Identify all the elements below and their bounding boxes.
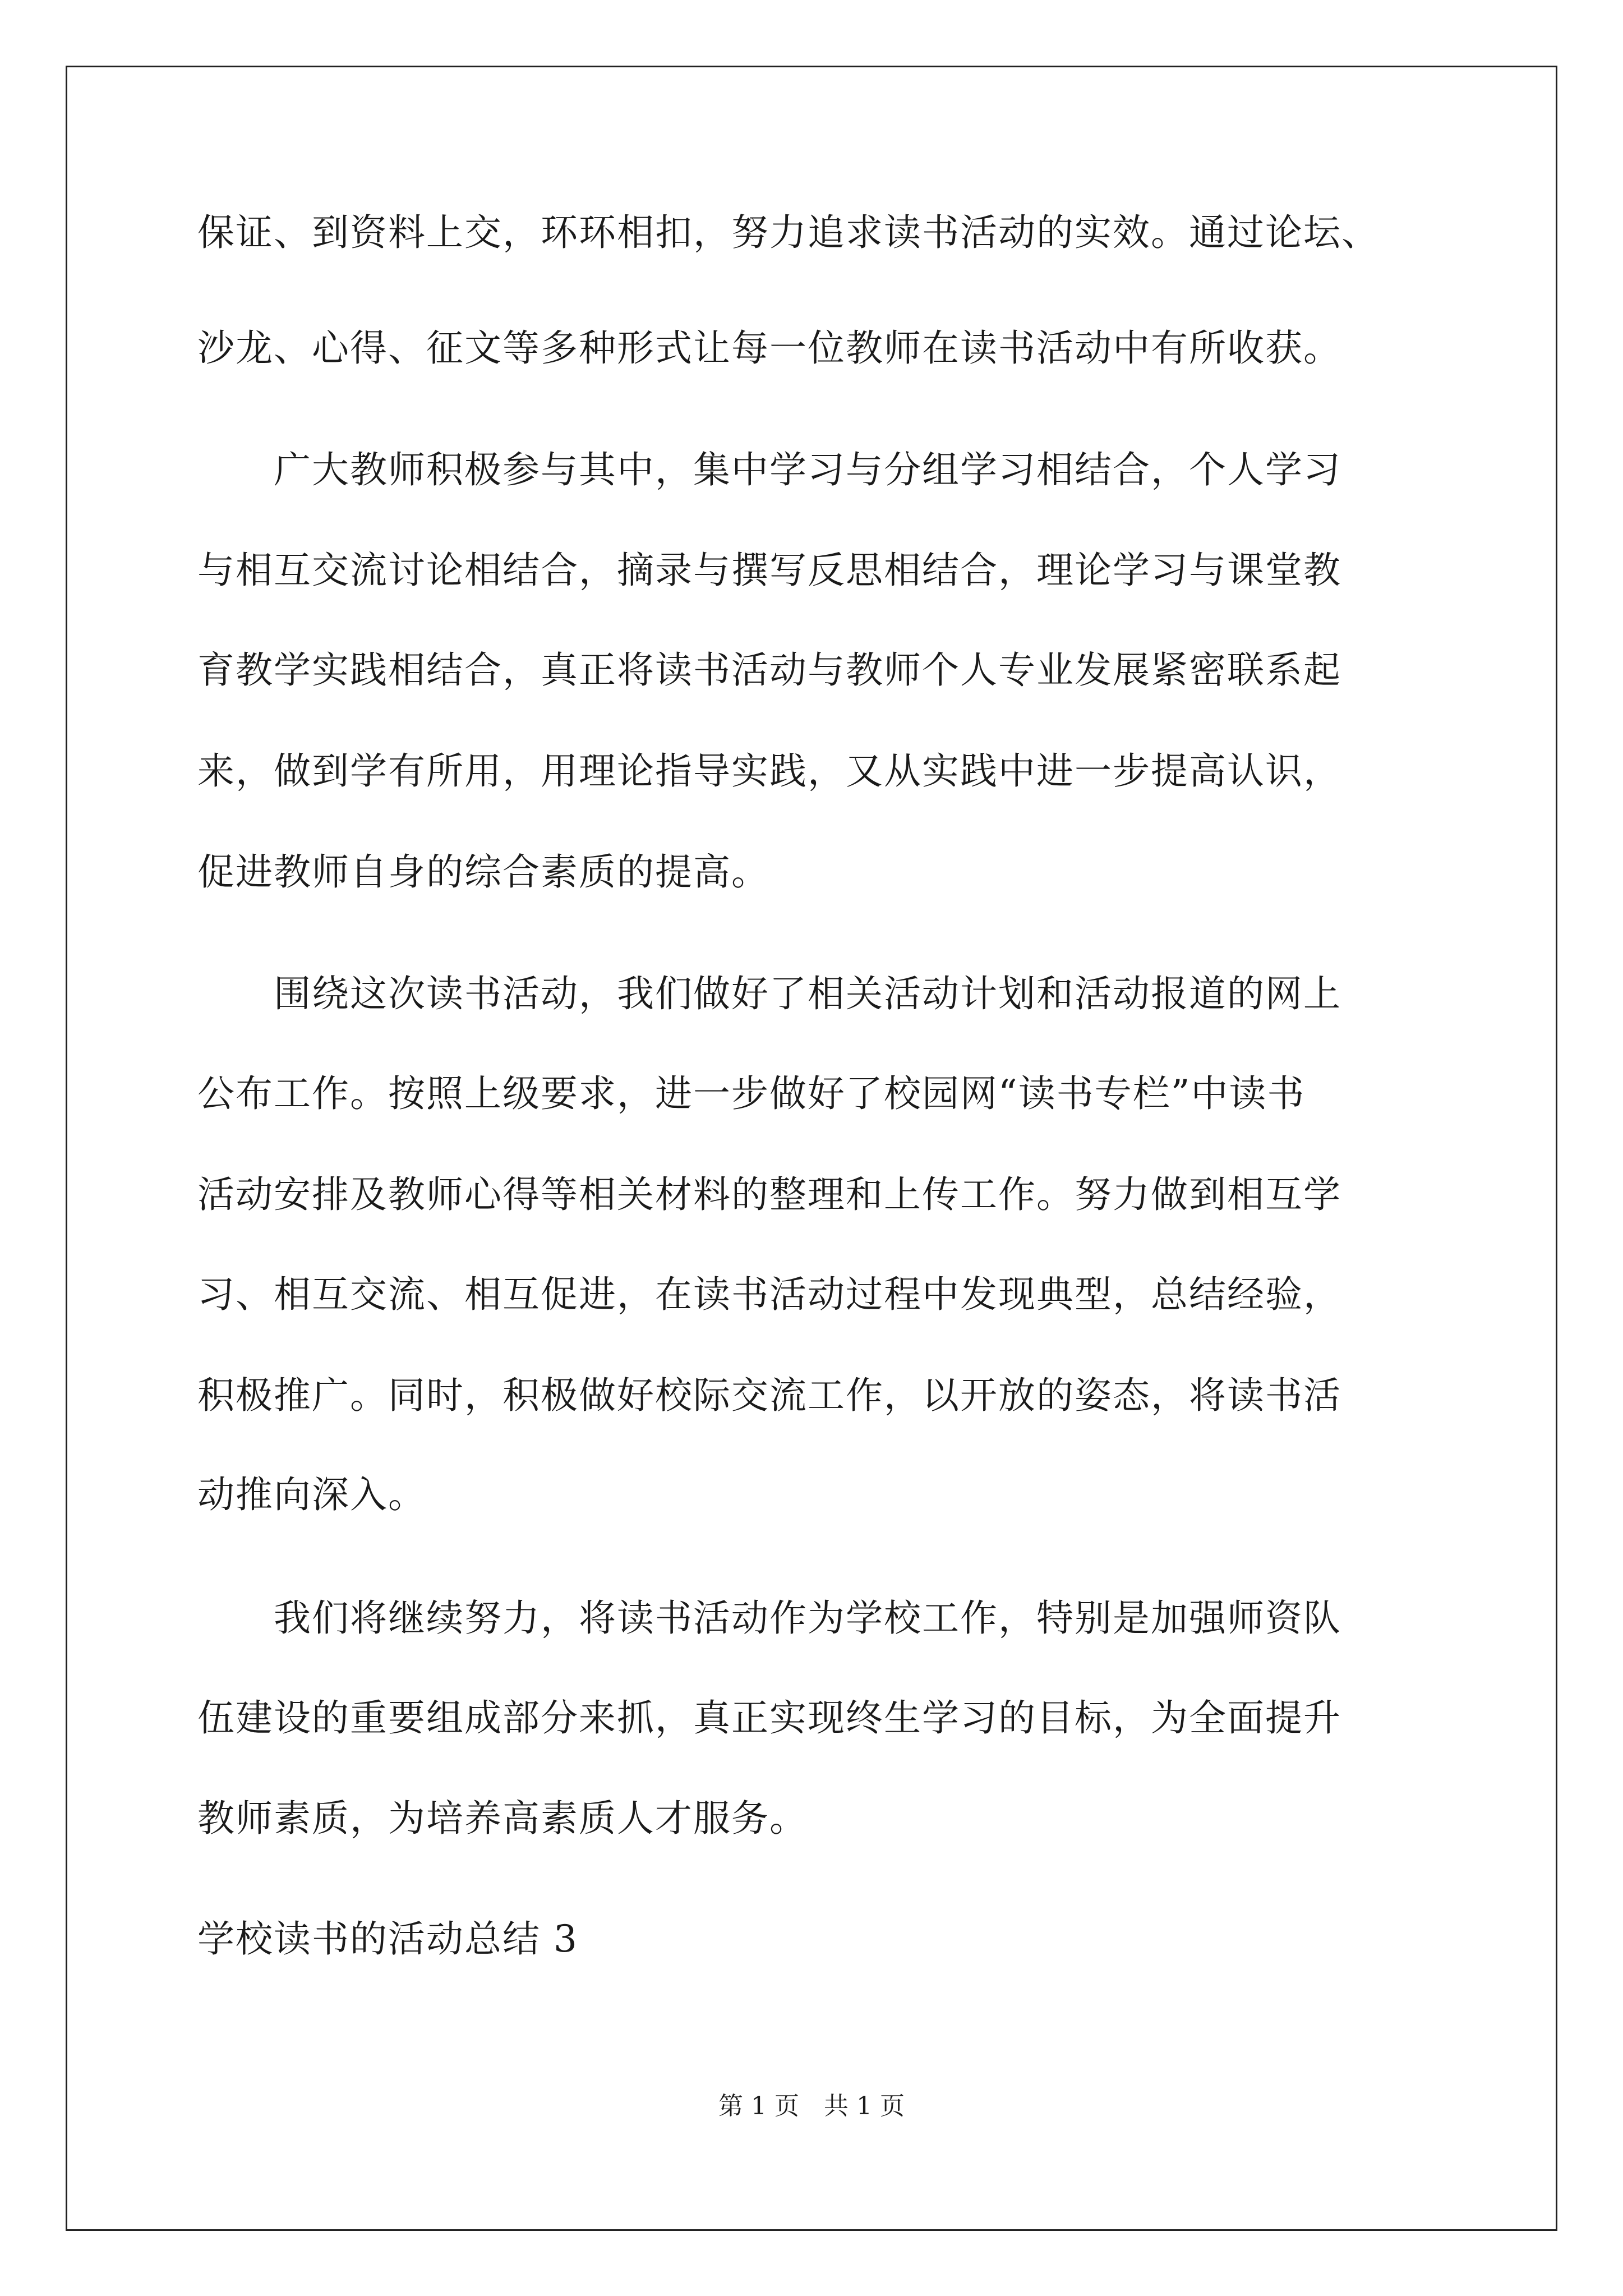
text-line: 习、相互交流、相互促进，在读书活动过程中发现典型，总结经验， — [197, 1273, 1341, 1316]
section-heading: 学校读书的活动总结 3 — [197, 1917, 578, 1961]
text-line: 动推向深入。 — [197, 1473, 426, 1516]
text-line: 保证、到资料上交，环环相扣，努力追求读书活动的实效。通过论坛、 — [197, 211, 1380, 254]
text-line: 沙龙、心得、征文等多种形式让每一位教师在读书活动中有所收获。 — [197, 326, 1341, 370]
text-line: 活动安排及教师心得等相关材料的整理和上传工作。努力做到相互学 — [197, 1173, 1341, 1216]
text-line: 促进教师自身的综合素质的提高。 — [197, 850, 769, 894]
text-line: 围绕这次读书活动，我们做好了相关活动计划和活动报道的网上 — [197, 972, 1341, 1015]
text-line: 来，做到学有所用，用理论指导实践，又从实践中进一步提高认识， — [197, 749, 1341, 793]
text-line: 我们将继续努力，将读书活动作为学校工作，特别是加强师资队 — [197, 1596, 1341, 1640]
text-line: 育教学实践相结合，真正将读书活动与教师个人专业发展紧密联系起 — [197, 648, 1341, 692]
text-line: 公布工作。按照上级要求，进一步做好了校园网“读书专栏”中读书 — [197, 1072, 1306, 1115]
text-line: 与相互交流讨论相结合，摘录与撰写反思相结合，理论学习与课堂教 — [197, 549, 1341, 592]
page-border — [66, 66, 1557, 2231]
text-line: 教师素质，为培养高素质人才服务。 — [197, 1797, 808, 1840]
text-line: 广大教师积极参与其中，集中学习与分组学习相结合，个人学习 — [197, 448, 1341, 491]
page-footer: 第 1 页 共 1 页 — [718, 2092, 905, 2120]
text-line: 伍建设的重要组成部分来抓，真正实现终生学习的目标，为全面提升 — [197, 1696, 1341, 1740]
text-line: 积极推广。同时，积极做好校际交流工作，以开放的姿态，将读书活 — [197, 1374, 1341, 1417]
